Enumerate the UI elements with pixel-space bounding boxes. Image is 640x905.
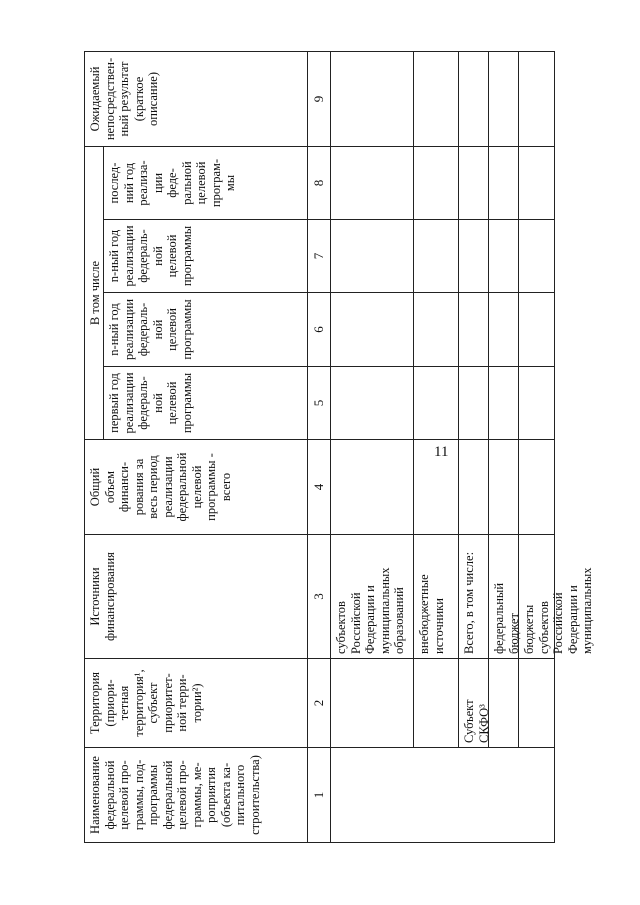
source-cell: федеральный бюджет [488,534,519,659]
value-cell [413,219,459,293]
column-number-9: 9 [307,51,331,147]
source-cell: бюджеты субъектов Российской Федерации и муниципальных [518,534,555,659]
header-territory: Территория (приори- тетная территория¹, субъект приоритет- ной терри- тории²) [84,658,308,748]
territory-cell [413,658,459,748]
value-cell [518,292,555,367]
value-cell [458,439,489,535]
header-last-year: послед- ний год реализа- ции феде- ральной целевой програм- мы [103,146,308,220]
result-cell [488,51,519,147]
value-cell [488,219,519,293]
value-cell [413,292,459,367]
value-cell [458,146,489,220]
financing-table [84,51,594,843]
header-in-that-number: В том числе [84,146,104,440]
value-cell [518,366,555,440]
source-cell: субъектов Российской Федерации и муниципальных образований [330,534,414,659]
header-n-year-a: n-ный год реализации федераль- ной целевой программы [103,292,308,367]
value-cell [330,219,414,293]
source-cell: Всего, в том числе: [458,534,489,659]
territory-cell: Субъект СКФО³ [458,658,489,748]
value-cell [330,292,414,367]
result-cell [330,51,414,147]
program-name-cell [330,747,555,843]
column-number-7: 7 [307,219,331,293]
value-cell [458,366,489,440]
result-cell [458,51,489,147]
page-number: 11 [434,444,449,460]
result-cell [518,51,555,147]
value-cell [458,292,489,367]
column-number-1: 1 [307,747,331,843]
column-number-3: 3 [307,534,331,659]
column-number-5: 5 [307,366,331,440]
header-program-name: Наименование федеральной целевой про- граммы, под- программы федеральной целевой про- граммы, ме- роприятия (объекта ка- питального строительства) [84,747,308,843]
column-number-8: 8 [307,146,331,220]
column-number-4: 4 [307,439,331,535]
value-cell [518,219,555,293]
header-n-year-b: n-ный год реализации федераль- ной целевой программы [103,219,308,293]
value-cell [413,439,459,535]
source-cell: внебюджетные источники [413,534,459,659]
header-expected-result: Ожидаемый непосредствен- ный результат (краткое описание) [84,51,308,147]
value-cell [413,146,459,220]
territory-cell [330,658,414,748]
column-number-6: 6 [307,292,331,367]
result-cell [413,51,459,147]
value-cell [488,439,519,535]
value-cell [330,146,414,220]
value-cell [488,292,519,367]
header-total-volume: Общий объем финанси- рования за весь период реализации федеральной целевой программы - всего [84,439,308,535]
territory-cell [518,658,555,748]
value-cell [458,219,489,293]
value-cell [518,439,555,535]
value-cell [330,366,414,440]
value-cell [518,146,555,220]
header-first-year: первый год реализации федераль- ной целевой программы [103,366,308,440]
value-cell [413,366,459,440]
value-cell [488,146,519,220]
value-cell [330,439,414,535]
header-funding-sources: Источники финансирования [84,534,308,659]
value-cell [488,366,519,440]
territory-cell [488,658,519,748]
column-number-2: 2 [307,658,331,748]
